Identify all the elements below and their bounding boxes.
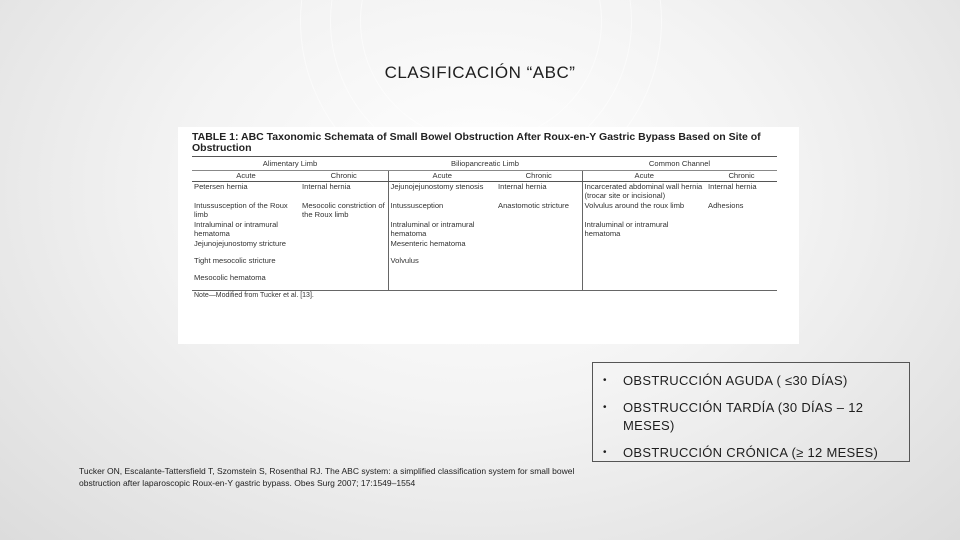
column-header: Chronic — [300, 170, 388, 182]
table-cell: Intraluminal or intramural hematoma — [388, 220, 496, 239]
column-header: Acute — [582, 170, 706, 182]
table-cell — [582, 256, 706, 273]
table-cell — [496, 220, 582, 239]
table-cell — [388, 273, 496, 291]
slide-title: CLASIFICACIÓN “ABC” — [384, 63, 576, 82]
table-subheader-row — [192, 170, 777, 182]
bullet-text: OBSTRUCCIÓN TARDÍA (30 DÍAS – 12 MESES) — [623, 400, 864, 433]
group-header: Alimentary Limb — [192, 157, 388, 170]
table-cell: Anastomotic stricture — [498, 201, 569, 210]
table-cell — [300, 273, 388, 291]
table-cell: Mesocolic constriction of the Roux limb — [302, 201, 385, 219]
table-group-header-row — [192, 157, 777, 170]
table-cell — [706, 273, 777, 291]
table-row — [192, 201, 777, 220]
bullet-item-late — [603, 399, 901, 435]
bullet-list — [603, 372, 901, 462]
reference-citation: Tucker ON, Escalante-Tattersfield T, Szomstein S, Rosenthal RJ. The ABC system: a simplified classification system for small bowel obstruction after laparoscopic Roux-en-Y gastric bypass. Obes Surg 2007; 17:1549–1554 — [79, 466, 575, 488]
table-row — [192, 182, 777, 202]
column-header: Acute — [192, 170, 300, 182]
bullet-icon: • — [603, 402, 607, 413]
table-cell — [706, 239, 777, 256]
bullet-item-chronic — [603, 444, 901, 462]
bullet-text: OBSTRUCCIÓN AGUDA ( ≤30 DÍAS) — [623, 373, 848, 388]
table-cell — [300, 220, 388, 239]
table-title: TABLE 1: ABC Taxonomic Schemata of Small Bowel Obstruction After Roux-en-Y Gastric Bypass Based on Site of Obstruction — [192, 132, 777, 157]
table-row — [192, 273, 777, 291]
table-row — [192, 256, 777, 273]
column-header: Chronic — [496, 170, 582, 182]
table-cell: Petersen hernia — [194, 182, 248, 191]
table-cell: Internal hernia — [708, 182, 757, 191]
column-header: Chronic — [706, 170, 777, 182]
bullet-icon: • — [603, 447, 607, 458]
table-cell — [582, 239, 706, 256]
table-cell: Internal hernia — [302, 182, 351, 191]
group-header: Biliopancreatic Limb — [388, 157, 582, 170]
table-cell: Volvulus — [388, 256, 496, 273]
table-cell: Adhesions — [708, 201, 744, 210]
table-cell — [300, 256, 388, 273]
column-header: Acute — [388, 170, 496, 182]
table-cell — [706, 220, 777, 239]
group-header: Common Channel — [582, 157, 777, 170]
table-cell: Intraluminal or intramural hematoma — [194, 220, 278, 238]
table-cell — [496, 239, 582, 256]
abc-classification-table-image — [178, 127, 799, 344]
bullet-icon: • — [603, 375, 607, 386]
table-cell — [496, 273, 582, 291]
table-row — [192, 239, 777, 256]
table-cell: Internal hernia — [498, 182, 547, 191]
table-row — [192, 220, 777, 239]
table-cell: Incarcerated abdominal wall hernia (trocar site or incisional) — [582, 182, 706, 202]
table-cell — [582, 273, 706, 291]
table-note: Note—Modified from Tucker et al. [13]. — [192, 291, 777, 304]
table-cell: Intussusception of the Roux limb — [194, 201, 288, 219]
table-cell: Tight mesocolic stricture — [194, 256, 276, 265]
table-cell — [496, 256, 582, 273]
table-cell: Jejunojejunostomy stricture — [194, 239, 287, 248]
bullet-text: OBSTRUCCIÓN CRÓNICA (≥ 12 MESES) — [623, 445, 879, 460]
obstruction-timing-box — [592, 362, 910, 462]
table-cell: Intraluminal or intramural hematoma — [582, 220, 706, 239]
abc-classification-table — [192, 157, 777, 303]
bullet-item-acute — [603, 372, 901, 390]
table-cell: Volvulus around the roux limb — [582, 201, 706, 220]
table-cell — [706, 256, 777, 273]
table-cell: Jejunojejunostomy stenosis — [388, 182, 496, 202]
table-note-row — [192, 291, 777, 304]
table-cell: Mesenteric hematoma — [388, 239, 496, 256]
table-cell: Intussusception — [388, 201, 496, 220]
table-cell — [300, 239, 388, 256]
table-cell: Mesocolic hematoma — [194, 273, 266, 282]
